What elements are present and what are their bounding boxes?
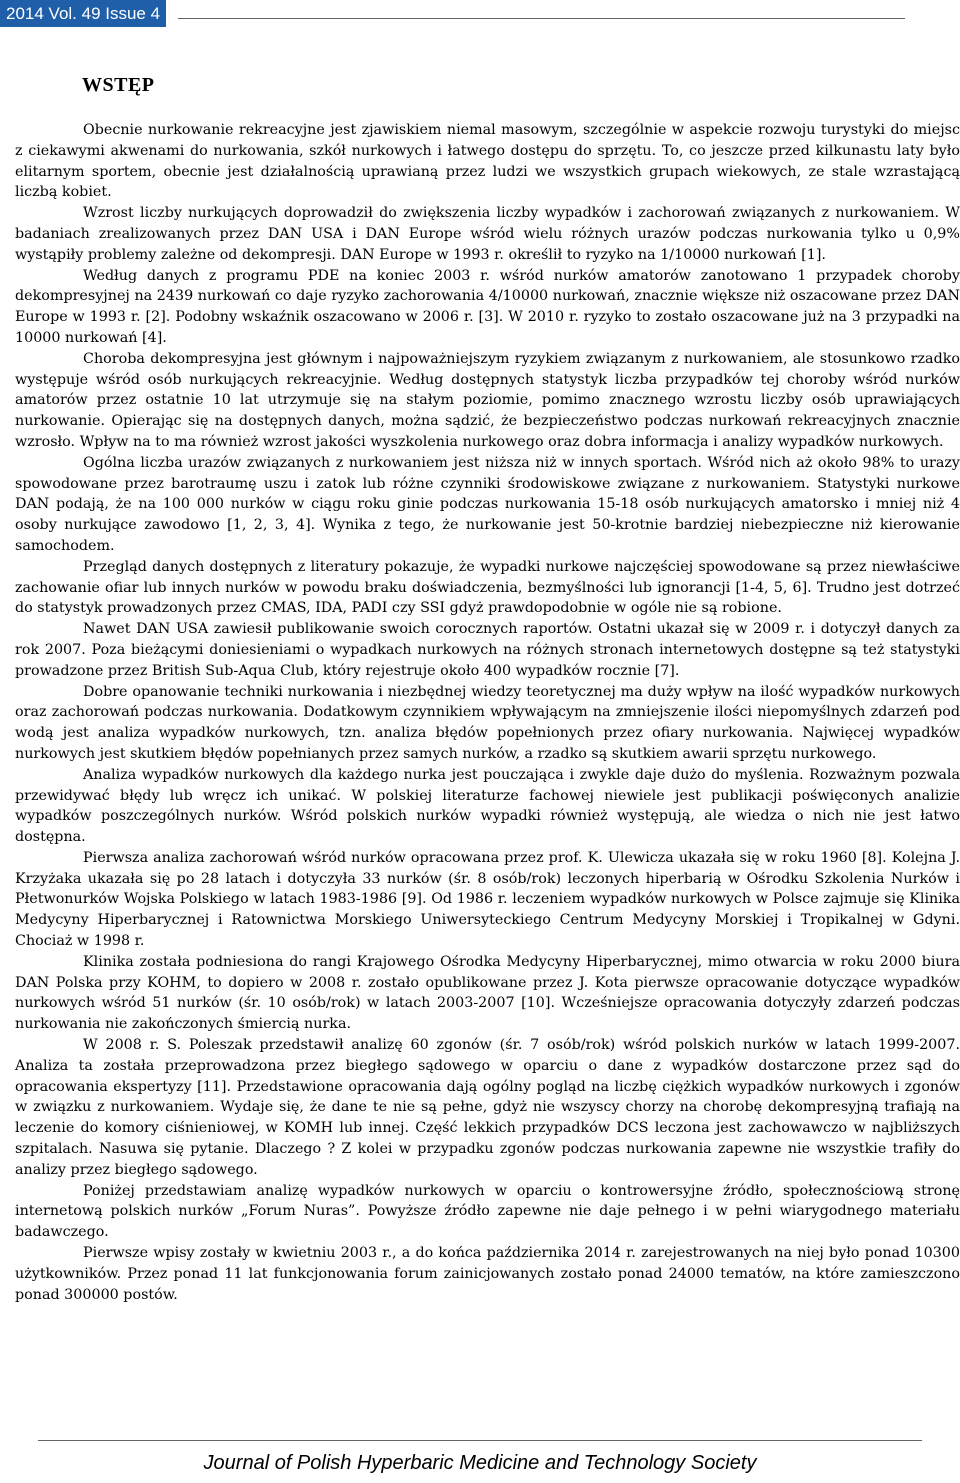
paragraph: Przegląd danych dostępnych z literatury pokazuje, że wypadki nurkowe najczęściej spowodowane są przez niewłaściwe zachowanie ofiar lub innych nurków w powodu braku doświadczenia, bezmyślności lub ignorancji [1-4, 5, 6]. Trudno jest dotrzeć do statystyk prowadzonych przez CMAS, IDA, PADI czy SSI gdyż prawdopodobnie w ogóle nie są robione. [15, 558, 960, 617]
journal-title: Journal of Polish Hyperbaric Medicine and Technology Society [203, 1452, 757, 1474]
paragraph: Klinika została podniesiona do rangi Krajowego Ośrodka Medycyny Hiperbarycznej, mimo otwarcia w roku 2000 biura DAN Polska przy KOHM, to dopiero w 2008 r. zostało opublikowane przez J. Kota pierwsze opracowanie dotyczące wypadków nurkowych wśród 51 nurków (śr. 10 osób/rok) w latach 2003-2007 [10]. Wcześniejsze opracowania dotyczyły zdarzeń podczas nurkowania nie zakończonych śmiercią nurka. [15, 953, 960, 1033]
paragraph: W 2008 r. S. Poleszak przedstawił analizę 60 zgonów (śr. 7 osób/rok) wśród polskich nurków w latach 1999-2007. Analiza ta została przeprowadzona przez biegłego sądowego w oparciu o dane z wypadków dostarczone przez sąd do opracowania ekspertyzy [11]. Przedstawione opracowania dają ogólny pogląd na liczbę ciężkich wypadków nurkowych i zgonów w związku z nurkowaniem. Wydaje się, że dane te nie są pełne, gdyż nie wszyscy chorzy na chorobę dekompresyjną trafiają na leczenie do komory ciśnieniowej, w KOMH lub innej. Część lekkich przypadków DCS leczona jest zachowawczo w najbliższych szpitalach. Nasuwa się pytanie. Dlaczego ? Z kolei w przypadku zgonów podczas nurkowania zapewne nie wszystkie trafiły do analizy przez biegłego sądowego. [15, 1037, 960, 1178]
paragraph: Według danych z programu PDE na koniec 2003 r. wśród nurków amatorów zanotowano 1 przypadek choroby dekompresyjnej na 2439 nurkowań co daje ryzyko zachorowania 4/10000 nurkowań, znacznie większe niż oszacowane przez DAN Europe w 1993 r. [2]. Podobny wskaźnik oszacowano w 2006 r. [3]. W 2010 r. ryzyko to zostało oszacowane już na 3 przypadki na 10000 nurkowań [4]. [15, 267, 960, 346]
header-rule [178, 18, 905, 19]
paragraph: Pierwsze wpisy zostały w kwietniu 2003 r., a do końca października 2014 r. zarejestrowanych na niej było ponad 10300 użytkowników. Przez ponad 11 lat funkcjonowania forum zainicjowanych zostało ponad 24000 tematów, na które zamieszczono ponad 300000 postów. [15, 1245, 960, 1303]
paragraph: Nawet DAN USA zawiesił publikowanie swoich corocznych raportów. Ostatni ukazał się w 2009 r. i dotyczył danych za rok 2007. Poza bieżącymi doniesieniami o wypadkach nurkowych na różnych stronach internetowych dostępne są też statystyki prowadzone przez British Sub-Aqua Club, który rejestruje około 400 wypadków rocznie [7]. [15, 621, 960, 679]
page-header [0, 0, 960, 27]
paragraph: Poniżej przedstawiam analizę wypadków nurkowych w oparciu o kontrowersyjne źródło, społecznościową stronę internetową polskich nurków „Forum Nuras”. Powyższe źródło zapewne nie daje pełnego i w pełni wiarygodnego materiału badawczego. [15, 1182, 960, 1241]
footer-rule [38, 1440, 922, 1441]
paragraph: Ogólna liczba urazów związanych z nurkowaniem jest niższa niż w innych sportach. Wśród nich aż około 98% to urazy spowodowane przez barotraumę uszu i zatok lub różne czynniki środowiskowe związane z nurkowaniem. Statystyki nurkowe DAN podają, że na 100 000 nurków w ciągu roku ginie podczas nurkowania 15-18 osób nurkujących amatorsko i mniej niż 4 osoby nurkujące zawodowo [1, 2, 3, 4]. Wynika z tego, że nurkowanie jest 50-krotnie bardziej niebezpieczne niż kierowanie samochodem. [15, 454, 960, 554]
paragraph: Wzrost liczby nurkujących doprowadził do zwiększenia liczby wypadków i zachorowań związanych z nurkowaniem. W badaniach zrealizowanych przez DAN USA i DAN Europe wśród wielu różnych urazów podczas nurkowania tylko u 0,9% wystąpiły problemy zależne od dekompresji. DAN Europe w 1993 r. określił to ryzyko na 1/10000 nurkowań [1]. [15, 205, 960, 263]
paragraph: Dobre opanowanie techniki nurkowania i niezbędnej wiedzy teoretycznej ma duży wpływ na ilość wypadków nurkowych oraz zachorowań podczas nurkowania. Dodatkowym czynnikiem wpływającym na zmniejszenie ilości niepomyślnych zdarzeń pod wodą jest analiza wypadków nurkowych, tzn. analiza błędów popełnionych przez ofiary nurkowania. Najwięcej wypadków nurkowych jest skutkiem błędów popełnianych przez samych nurków, a rzadko są skutkiem awarii sprzętu nurkowego. [15, 683, 960, 762]
paragraph: Analiza wypadków nurkowych dla każdego nurka jest pouczająca i zwykle daje dużo do myślenia. Rozważnym pozwala przewidywać błędy lub wręcz ich unikać. W polskiej literaturze fachowej niewiele jest publikacji poświęconych analizie wypadków poszczególnych nurków. Wśród polskich nurków wypadki również występują, ale wiedza o nich nie jest łatwo dostępna. [15, 766, 960, 846]
paragraph: Pierwsza analiza zachorowań wśród nurków opracowana przez prof. K. Ulewicza ukazała się w roku 1960 [8]. Kolejna J. Krzyżaka ukazała się po 28 latach i dotyczyła 33 nurków (śr. 8 osób/rok) leczonych hiperbarią w Ośrodku Szkolenia Nurków i Płetwonurków Wojska Polskiego w latach 1983-1986 [9]. Od 1986 r. leczeniem wypadków nurkowych w Polsce zajmuje się Klinika Medycyny Hiperbarycznej i Ratownictwa Morskiego Uniwersyteckiego Centrum Medycyny Morskiej i Tropikalnej w Gdyni. Chociaż w 1998 r. [15, 849, 960, 950]
section-title: WSTĘP [82, 74, 155, 96]
issue-label: 2014 Vol. 49 Issue 4 [0, 0, 166, 27]
paragraph: Obecnie nurkowanie rekreacyjne jest zjawiskiem niemal masowym, szczególnie w aspekcie rozwoju turystyki do miejsc z ciekawymi akwenami do nurkowania, szkół nurkowych i łatwego dostępu do sprzętu. To, co jeszcze przed kilkunastu laty było elitarnym sportem, obecnie jest działalnością uprawianą przez ludzi we wszystkich grupach wiekowych, ze stale wzrastającą liczbą kobiet. [15, 122, 960, 201]
article-body [15, 120, 960, 1305]
paragraph: Choroba dekompresyjna jest głównym i najpoważniejszym ryzykiem związanym z nurkowaniem, ale stosunkowo rzadko występuje wśród osób nurkujących rekreacyjnie. Według dostępnych statystyk liczba przypadków tej choroby wśród nurków amatorów przez ostatnie 10 lat utrzymuje się na stałym poziomie, pomimo znacznego wzrostu liczby osób uprawiających nurkowanie. Opierając się na dostępnych danych, można sądzić, że bezpieczeństwo podczas nurkowań rekreacyjnych znacznie wzrosło. Wpływ na to ma również wzrost jakości wyszkolenia nurkowego oraz dobra informacja i analizy wypadków nurkowych. [15, 350, 960, 450]
